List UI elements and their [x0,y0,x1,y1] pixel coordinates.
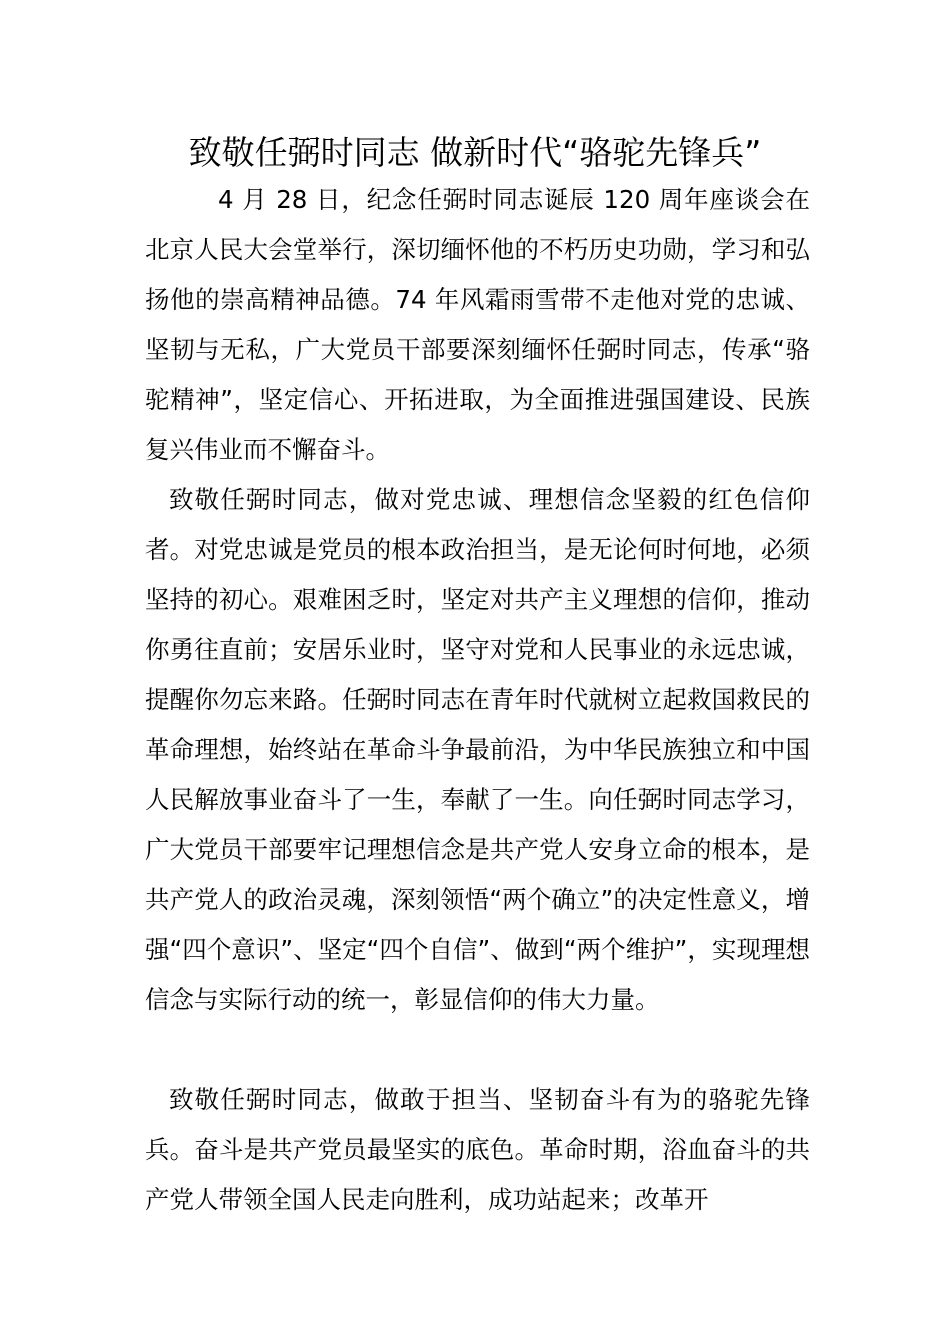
paragraph-2: 致敬任弼时同志，做对党忠诚、理想信念坚毅的红色信仰者。对党忠诚是党员的根本政治担当，是无论何时何地，必须坚持的初心。艰难困乏时，坚定对共产主义理想的信仰，推动你勇往直前；安居乐业时，坚守对党和人民事业的永远忠诚，提醒你勿忘来路。任弼时同志在青年时代就树立起救国救民的革命理想，始终站在革命斗争最前沿，为中华民族独立和中国人民解放事业奋斗了一生，奉献了一生。向任弼时同志学习，广大党员干部要牢记理想信念是共产党人安身立命的根本，是共产党人的政治灵魂，深刻领悟“两个确立”的决定性意义，增强“四个意识”、坚定“四个自信”、做到“两个维护”，实现理想信念与实际行动的统一，彰显信仰的伟大力量。 [145,485,810,1014]
paragraph-3: 致敬任弼时同志，做敢于担当、坚韧奋斗有为的骆驼先锋兵。奋斗是共产党员最坚实的底色。革命时期，浴血奋斗的共产党人带领全国人民走向胜利，成功站起来；改革开 [145,1085,810,1214]
paragraph-1: 4 月 28 日，纪念任弼时同志诞辰 120 周年座谈会在北京人民大会堂举行，深切缅怀他的不朽历史功勋，学习和弘扬他的崇高精神品德。74 年风霜雨雪带不走他对党的忠诚、坚韧与无私，广大党员干部要深刻缅怀任弼时同志，传承“骆驼精神”，坚定信心、开拓进取，为全面推进强国建设、民族复兴伟业而不懈奋斗。 [145,185,810,464]
document-title: 致敬任弼时同志 做新时代“骆驼先锋兵” [188,133,762,172]
